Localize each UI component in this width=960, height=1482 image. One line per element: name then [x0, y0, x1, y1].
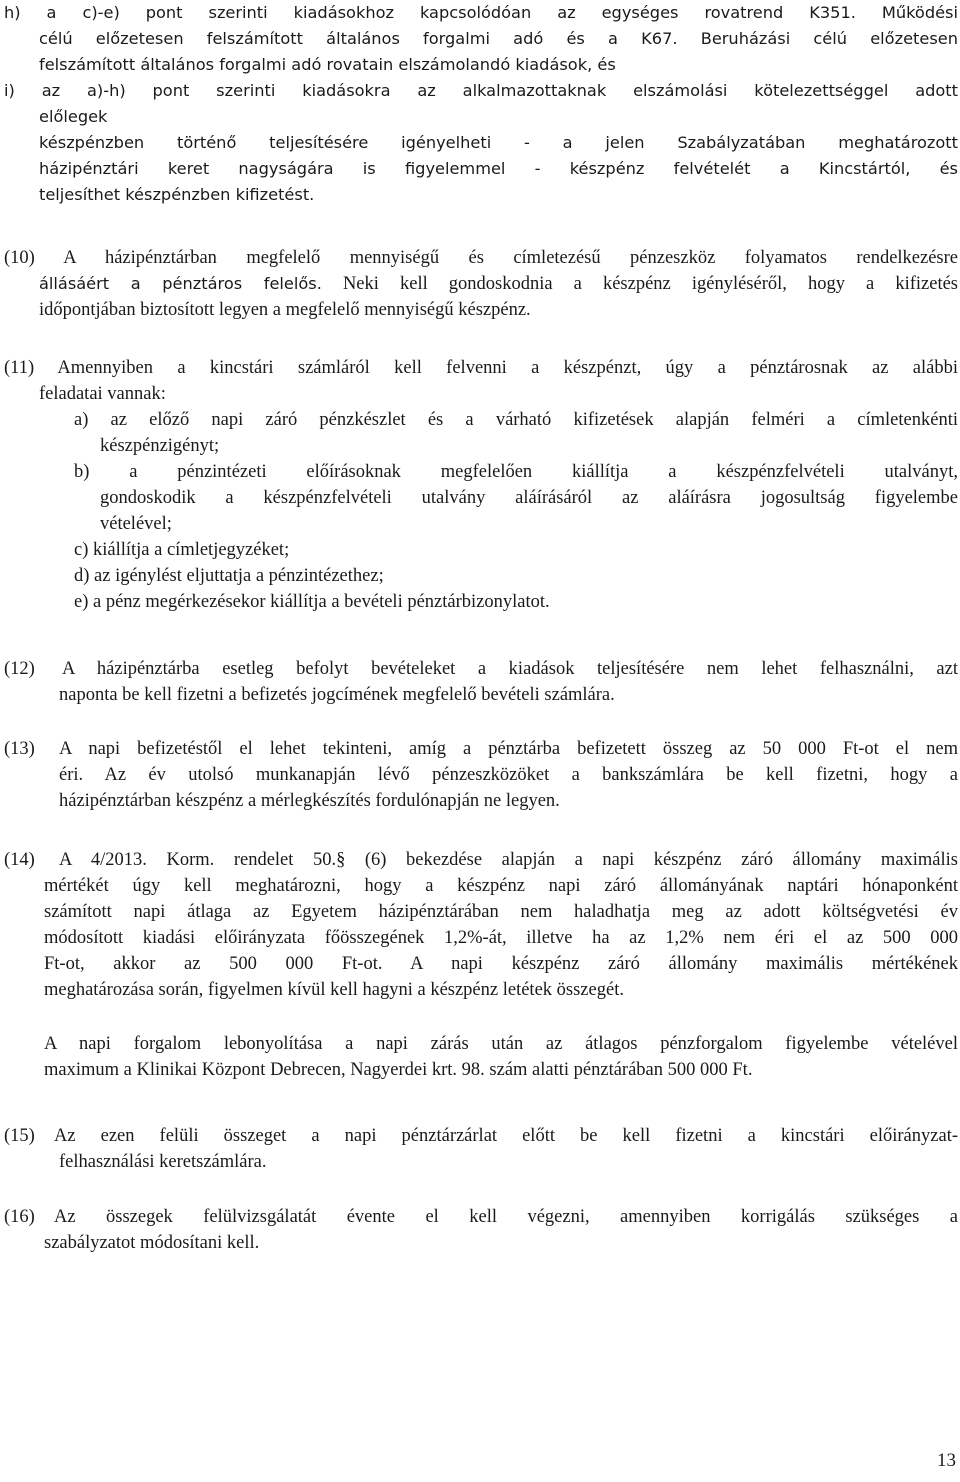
continuation-line-3: teljesíthet készpénzben kifizetést.: [39, 185, 315, 204]
p14-number: (14): [4, 850, 35, 870]
continuation-line-2: házipénztári keret nagyságára is figyelemmel - készpénz felvételét a Kincstártól, és: [39, 159, 958, 178]
p15-number: (15): [4, 1126, 35, 1146]
paragraph-14: [0, 847, 958, 1083]
p12-line-1: A házipénztárba esetleg befolyt bevételeket a kiadások teljesítésére nem lehet felhasználni, azt: [62, 659, 958, 679]
p14-line-5: Ft-ot, akkor az 500 000 Ft-ot. A napi készpénz záró állomány maximális mértékének: [44, 954, 958, 974]
item-h-line-2: célú előzetesen felszámított általános forgalmi adó és a K67. Beruházási célú előzetesen: [39, 29, 958, 48]
p11-item-c: c) kiállítja a címletjegyzéket;: [74, 540, 290, 560]
item-h-line-3: felszámított általános forgalmi adó rovatain elszámolandó kiadások, és: [39, 55, 616, 74]
p12-number: (12): [4, 659, 35, 679]
paragraph-13: [0, 736, 958, 814]
p11-item-b-line-2: gondoskodik a készpénzfelvételi utalvány aláírásáról az aláírásra jogosultság figyelembe: [100, 488, 958, 508]
p10-line-2-part-b: Neki kell gondoskodnia a készpénz igényléséről, hogy a kifizetés: [321, 274, 958, 294]
p14-line-2: mértékét úgy kell meghatározni, hogy a készpénz napi záró állományának naptári hónaponként: [44, 876, 958, 896]
item-h-line-1: h) a c)-e) pont szerinti kiadásokhoz kapcsolódóan az egységes rovatrend K351. Működési: [4, 3, 958, 22]
paragraph-16: [0, 1204, 958, 1256]
item-i-line-2: előlegek: [39, 107, 108, 126]
p11-item-d: d) az igénylést eljuttatja a pénzintézethez;: [74, 566, 384, 586]
p16-number: (16): [4, 1207, 35, 1227]
p16-line-2: szabályzatot módosítani kell.: [44, 1233, 260, 1253]
p10-line-1: (10) A házipénztárban megfelelő mennyiségű és címletezésű pénzeszköz folyamatos rendelkezésre: [4, 248, 958, 268]
p14-line-1: A 4/2013. Korm. rendelet 50.§ (6) bekezdése alapján a napi készpénz záró állomány maximális: [59, 850, 958, 870]
paragraph-10: [0, 245, 958, 323]
p11-item-b-line-1: b) a pénzintézeti előírásoknak megfelelően kiállítja a készpénzfelvételi utalványt,: [74, 462, 958, 482]
p11-item-b-line-3: vételével;: [100, 514, 172, 534]
p11-item-a-line-2: készpénzigényt;: [100, 436, 220, 456]
p12-line-2: naponta be kell fizetni a befizetés jogcímének megfelelő bevételi számlára.: [59, 685, 615, 705]
p13-line-1: A napi befizetéstől el lehet tekinteni, amíg a pénztárba befizetett összeg az 50 000 Ft-ot el nem: [59, 739, 958, 759]
p15-line-1: Az ezen felüli összeget a napi pénztárzárlat előtt be kell fizetni a kincstári előirányzat-: [54, 1126, 958, 1146]
paragraph-12: [0, 656, 958, 708]
p10-line-3: időpontjában biztosított legyen a megfelelő mennyiségű készpénz.: [39, 300, 531, 320]
p14-line-4: módosított kiadási előirányzata főösszegének 1,2%-át, illetve ha az 1,2% nem éri el az 500 000: [44, 928, 958, 948]
p10-line-2-part-a: állásáért a pénztáros felelős.: [39, 274, 322, 293]
continuation-line-1: készpénzben történő teljesítésére igényelheti - a jelen Szabályzatában meghatározott: [39, 133, 958, 152]
p11-item-e: e) a pénz megérkezésekor kiállítja a bevételi pénztárbizonylatot.: [74, 592, 550, 612]
item-i-line-1: i) az a)-h) pont szerinti kiadásokra az alkalmazottaknak elszámolási kötelezettséggel adott: [4, 81, 958, 100]
p14-extra-line-2: maximum a Klinikai Központ Debrecen, Nagyerdei krt. 98. szám alatti pénztárában 500 000 Ft.: [44, 1060, 753, 1080]
p11-line-2: feladatai vannak:: [39, 384, 166, 404]
paragraph-11: [0, 355, 958, 615]
p14-line-6: meghatározása során, figyelmen kívül kell hagyni a készpénz letétek összegét.: [44, 980, 624, 1000]
p13-number: (13): [4, 739, 35, 759]
p13-line-2: éri. Az év utolsó munkanapján lévő pénzeszközöket a bankszámlára be kell fizetni, hogy a: [59, 765, 958, 785]
p11-line-1: (11) Amennyiben a kincstári számláról kell felvenni a készpénzt, úgy a pénztárosnak az alábbi: [4, 358, 958, 378]
p14-line-3: számított napi átlaga az Egyetem házipénztárában nem haladhatja meg az adott költségvetési év: [44, 902, 958, 922]
p16-line-1: Az összegek felülvizsgálatát évente el kell végezni, amennyiben korrigálás szükséges a: [54, 1207, 958, 1227]
p15-line-2: felhasználási keretszámlára.: [59, 1152, 267, 1172]
p11-item-a-line-1: a) az előző napi záró pénzkészlet és a várható kifizetések alapján felméri a címletenkénti: [74, 410, 958, 430]
paragraph-15: [0, 1123, 958, 1175]
items-h-i: [0, 0, 958, 208]
page-number: 13: [937, 1450, 956, 1471]
p14-extra-line-1: A napi forgalom lebonyolítása a napi zárás után az átlagos pénzforgalom figyelembe vételével: [44, 1034, 958, 1054]
p13-line-3: házipénztárban készpénz a mérlegkészítés fordulónapján ne legyen.: [59, 791, 560, 811]
p10-line-2: [0, 271, 958, 297]
